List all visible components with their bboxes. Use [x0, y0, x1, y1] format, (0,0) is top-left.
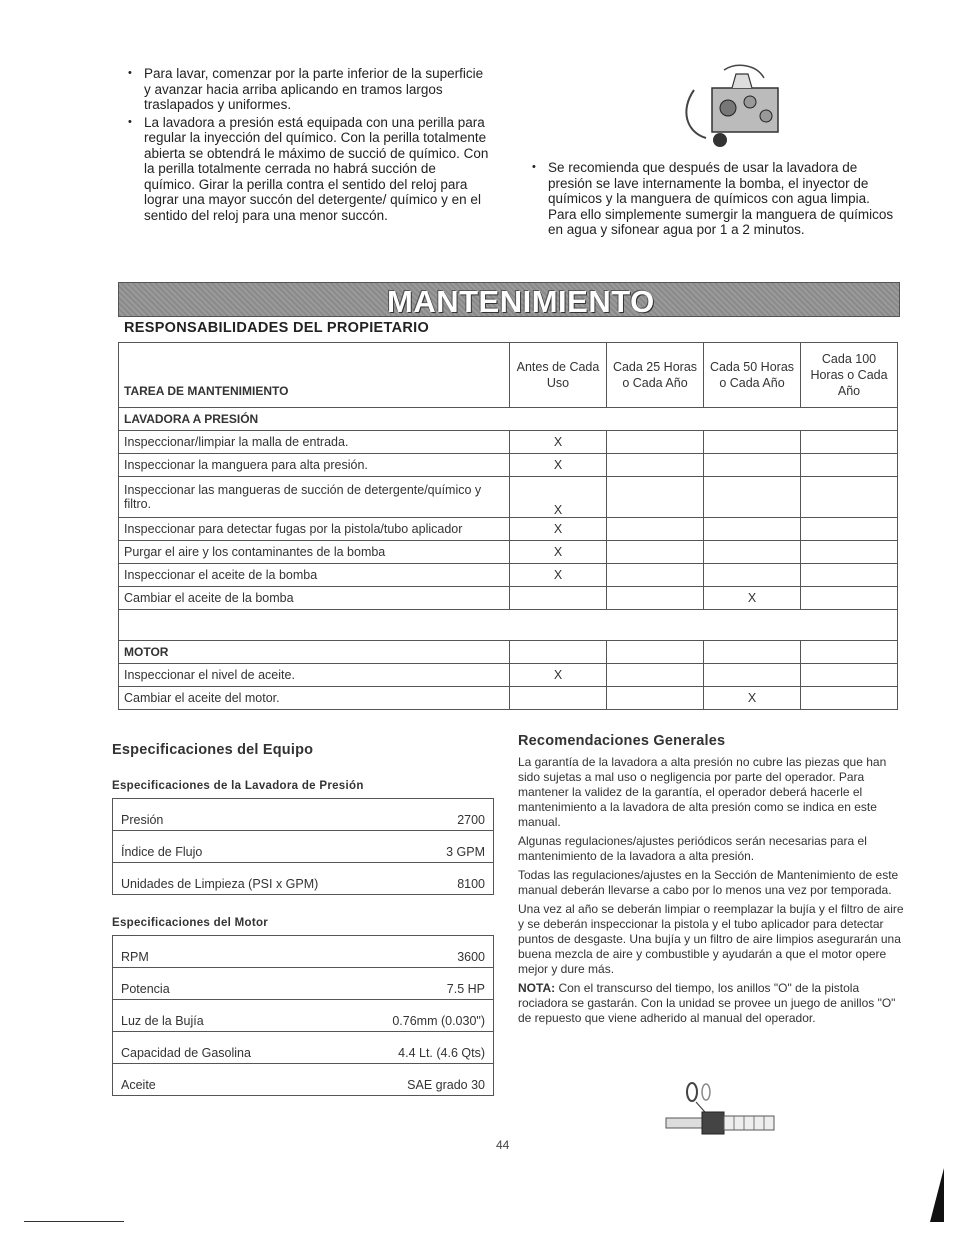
mark-cell — [607, 541, 704, 564]
section-row — [119, 641, 898, 664]
empty-cell — [510, 641, 607, 664]
task-cell: Inspeccionar las mangueras de succión de detergente/químico y filtro. — [119, 477, 510, 518]
owner-heading: RESPONSABILIDADES DEL PROPIETARIO — [124, 320, 430, 336]
table-row — [119, 454, 898, 477]
mark-cell — [607, 664, 704, 687]
motor-spec-heading: Especificaciones del Motor — [112, 917, 269, 929]
mark-cell — [607, 431, 704, 454]
spec-row — [113, 863, 493, 895]
page-number: 44 — [496, 1138, 510, 1152]
washer-spec-table-box — [112, 798, 494, 895]
col-header: Cada 100 Horas o Cada Año — [801, 343, 898, 408]
task-cell: Cambiar el aceite del motor. — [119, 687, 510, 710]
mark-cell — [607, 587, 704, 610]
section-motor: MOTOR — [119, 641, 510, 664]
mark-cell: X — [704, 587, 801, 610]
mark-cell — [801, 664, 898, 687]
mark-cell — [607, 477, 704, 518]
mark-cell — [704, 664, 801, 687]
mark-cell — [510, 687, 607, 710]
equipment-section — [112, 742, 496, 1096]
spec-row — [113, 1032, 493, 1064]
spec-label: Capacidad de Gasolina — [113, 1032, 331, 1064]
col-header: Antes de Cada Uso — [510, 343, 607, 408]
mark-cell — [801, 477, 898, 518]
spec-value: 7.5 HP — [331, 968, 493, 1000]
table-header-row — [119, 343, 898, 408]
task-header: TAREA DE MANTENIMIENTO — [119, 343, 510, 408]
recommendations-section — [518, 734, 904, 1030]
mark-cell — [607, 564, 704, 587]
mark-cell — [801, 541, 898, 564]
mark-cell: X — [510, 664, 607, 687]
mark-cell — [801, 454, 898, 477]
spec-label: Presión — [113, 799, 415, 831]
col-header: Cada 25 Horas o Cada Año — [607, 343, 704, 408]
spec-label: Índice de Flujo — [113, 831, 415, 863]
intro-left-bullets — [124, 66, 490, 225]
empty-cell — [801, 641, 898, 664]
spec-row — [113, 1000, 493, 1032]
maintenance-table — [118, 342, 898, 710]
bottom-rule — [24, 1221, 124, 1222]
mark-cell — [801, 431, 898, 454]
mark-cell — [801, 518, 898, 541]
mark-cell — [704, 564, 801, 587]
intro-right-bullet — [528, 160, 900, 240]
spec-label: Aceite — [113, 1064, 331, 1096]
mark-cell: X — [510, 541, 607, 564]
mark-cell — [801, 564, 898, 587]
spec-label: Luz de la Bujía — [113, 1000, 331, 1032]
spec-value: 3 GPM — [415, 831, 493, 863]
page-edge-mark — [930, 1168, 944, 1222]
empty-cell — [704, 641, 801, 664]
intro-bullet: • Para lavar, comenzar por la parte inferior de la superficie y avanzar hacia arriba aplicando en tramos largos traslapados y uniformes. — [124, 66, 490, 113]
note-text: Con el transcurso del tiempo, los anillos "O" de la pistola rociadora se gastarán. Con la unidad se provee un juego de anillos "O" de repuesto que viene adherido al manual del operador. — [518, 981, 896, 1025]
intro-bullet: • La lavadora a presión está equipada con una perilla para regular la inyección del químico. Con la perilla totalmente abierta se obtendrá le máximo de succió de químico. Con la perilla totalmente cerrada no habrá succión de químico. Girar la perilla contra el sentido del reloj para lograr una mayor succón del detergente/ químico y en el sentido del reloj para una menor succón. — [124, 115, 490, 224]
mark-cell — [704, 477, 801, 518]
nozzle-illustration — [662, 1080, 780, 1142]
col-header: Cada 50 Horas o Cada Año — [704, 343, 801, 408]
mark-cell — [801, 587, 898, 610]
mark-cell: X — [510, 477, 607, 518]
mark-cell: X — [510, 564, 607, 587]
spec-label: RPM — [113, 936, 331, 968]
spec-value: 2700 — [415, 799, 493, 831]
intro-bullet: • Se recomienda que después de usar la lavadora de presión se lave internamente la bomba, el inyector de químicos y la manguera de químicos con agua limpia. Para ello simplemente sumergir la manguera de químicos en agua y sifonear agua por 1 a 2 minutos. — [528, 160, 900, 238]
mark-cell — [704, 541, 801, 564]
mark-cell: X — [510, 454, 607, 477]
spec-row — [113, 936, 493, 968]
spec-value: 3600 — [331, 936, 493, 968]
spec-row — [113, 968, 493, 1000]
task-cell: Cambiar el aceite de la bomba — [119, 587, 510, 610]
maintenance-table-wrap — [118, 342, 898, 710]
spacer-row — [119, 610, 898, 641]
recommendation-paragraph: Todas las regulaciones/ajustes en la Sección de Mantenimiento de este manual deberán llevarse a cabo por lo menos una vez por temporada. — [518, 868, 899, 897]
table-row — [119, 477, 898, 518]
recommendation-paragraph: Algunas regulaciones/ajustes periódicos serán necesarias para el mantenimiento de la lavadora a alta presión. — [518, 834, 867, 863]
spec-value: SAE grado 30 — [331, 1064, 493, 1096]
mark-cell: X — [704, 687, 801, 710]
spec-label: Unidades de Limpieza (PSI x GPM) — [113, 863, 415, 895]
task-cell: Inspeccionar el nivel de aceite. — [119, 664, 510, 687]
section-row — [119, 408, 898, 431]
section-banner — [118, 282, 900, 317]
task-cell: Inspeccionar el aceite de la bomba — [119, 564, 510, 587]
table-row — [119, 518, 898, 541]
spec-value: 8100 — [415, 863, 493, 895]
task-cell: Inspeccionar la manguera para alta presión. — [119, 454, 510, 477]
spec-row — [113, 1064, 493, 1096]
motor-spec-table — [113, 936, 493, 1096]
recommendation-paragraph: La garantía de la lavadora a alta presión no cubre las piezas que han sido sujetas a mal uso o negligencia por parte del operador. Para mantener la validez de la garantía, el operador deberá hacerle el mantenimiento a la lavadora de alta presión como se indica en este manual. — [518, 755, 887, 829]
equipment-heading: Especificaciones del Equipo — [112, 742, 314, 758]
mark-cell — [607, 687, 704, 710]
spec-row — [113, 831, 493, 863]
spacer-cell — [119, 610, 898, 641]
table-row — [119, 431, 898, 454]
washer-spec-heading: Especificaciones de la Lavadora de Presión — [112, 780, 364, 792]
table-row — [119, 687, 898, 710]
mark-cell: X — [510, 431, 607, 454]
task-cell: Purgar el aire y los contaminantes de la bomba — [119, 541, 510, 564]
mark-cell — [704, 431, 801, 454]
task-cell: Inspeccionar/limpiar la malla de entrada. — [119, 431, 510, 454]
banner-title: MANTENIMIENTO — [387, 284, 655, 319]
table-row — [119, 587, 898, 610]
spec-value: 0.76mm (0.030") — [331, 1000, 493, 1032]
spec-label: Potencia — [113, 968, 331, 1000]
table-row — [119, 541, 898, 564]
mark-cell — [607, 454, 704, 477]
empty-cell — [607, 641, 704, 664]
note-paragraph — [518, 981, 904, 1026]
task-cell: Inspeccionar para detectar fugas por la pistola/tubo aplicador — [119, 518, 510, 541]
mark-cell — [801, 687, 898, 710]
table-row — [119, 564, 898, 587]
spec-row — [113, 799, 493, 831]
mark-cell — [704, 454, 801, 477]
section-pressure: LAVADORA A PRESIÓN — [119, 408, 898, 431]
mark-cell — [704, 518, 801, 541]
mark-cell — [510, 587, 607, 610]
recommendation-paragraph: Una vez al año se deberán limpiar o reemplazar la bujía y el filtro de aire y se deberán inspeccionar la pistola y el tubo aplicador para detectar puntos de desgaste. Una bujía y un filtro de aire limpios asegurarán una buena mezcla de aire y combustible y ayudarán a que el motor opere mejor y dure más. — [518, 902, 904, 976]
note-label: NOTA: — [518, 981, 556, 995]
pump-illustration — [676, 60, 786, 152]
motor-spec-table-box — [112, 935, 494, 1096]
mark-cell — [607, 518, 704, 541]
washer-spec-table — [113, 799, 493, 895]
spec-value: 4.4 Lt. (4.6 Qts) — [331, 1032, 493, 1064]
table-row — [119, 664, 898, 687]
mark-cell: X — [510, 518, 607, 541]
recommendations-heading: Recomendaciones Generales — [518, 733, 726, 749]
